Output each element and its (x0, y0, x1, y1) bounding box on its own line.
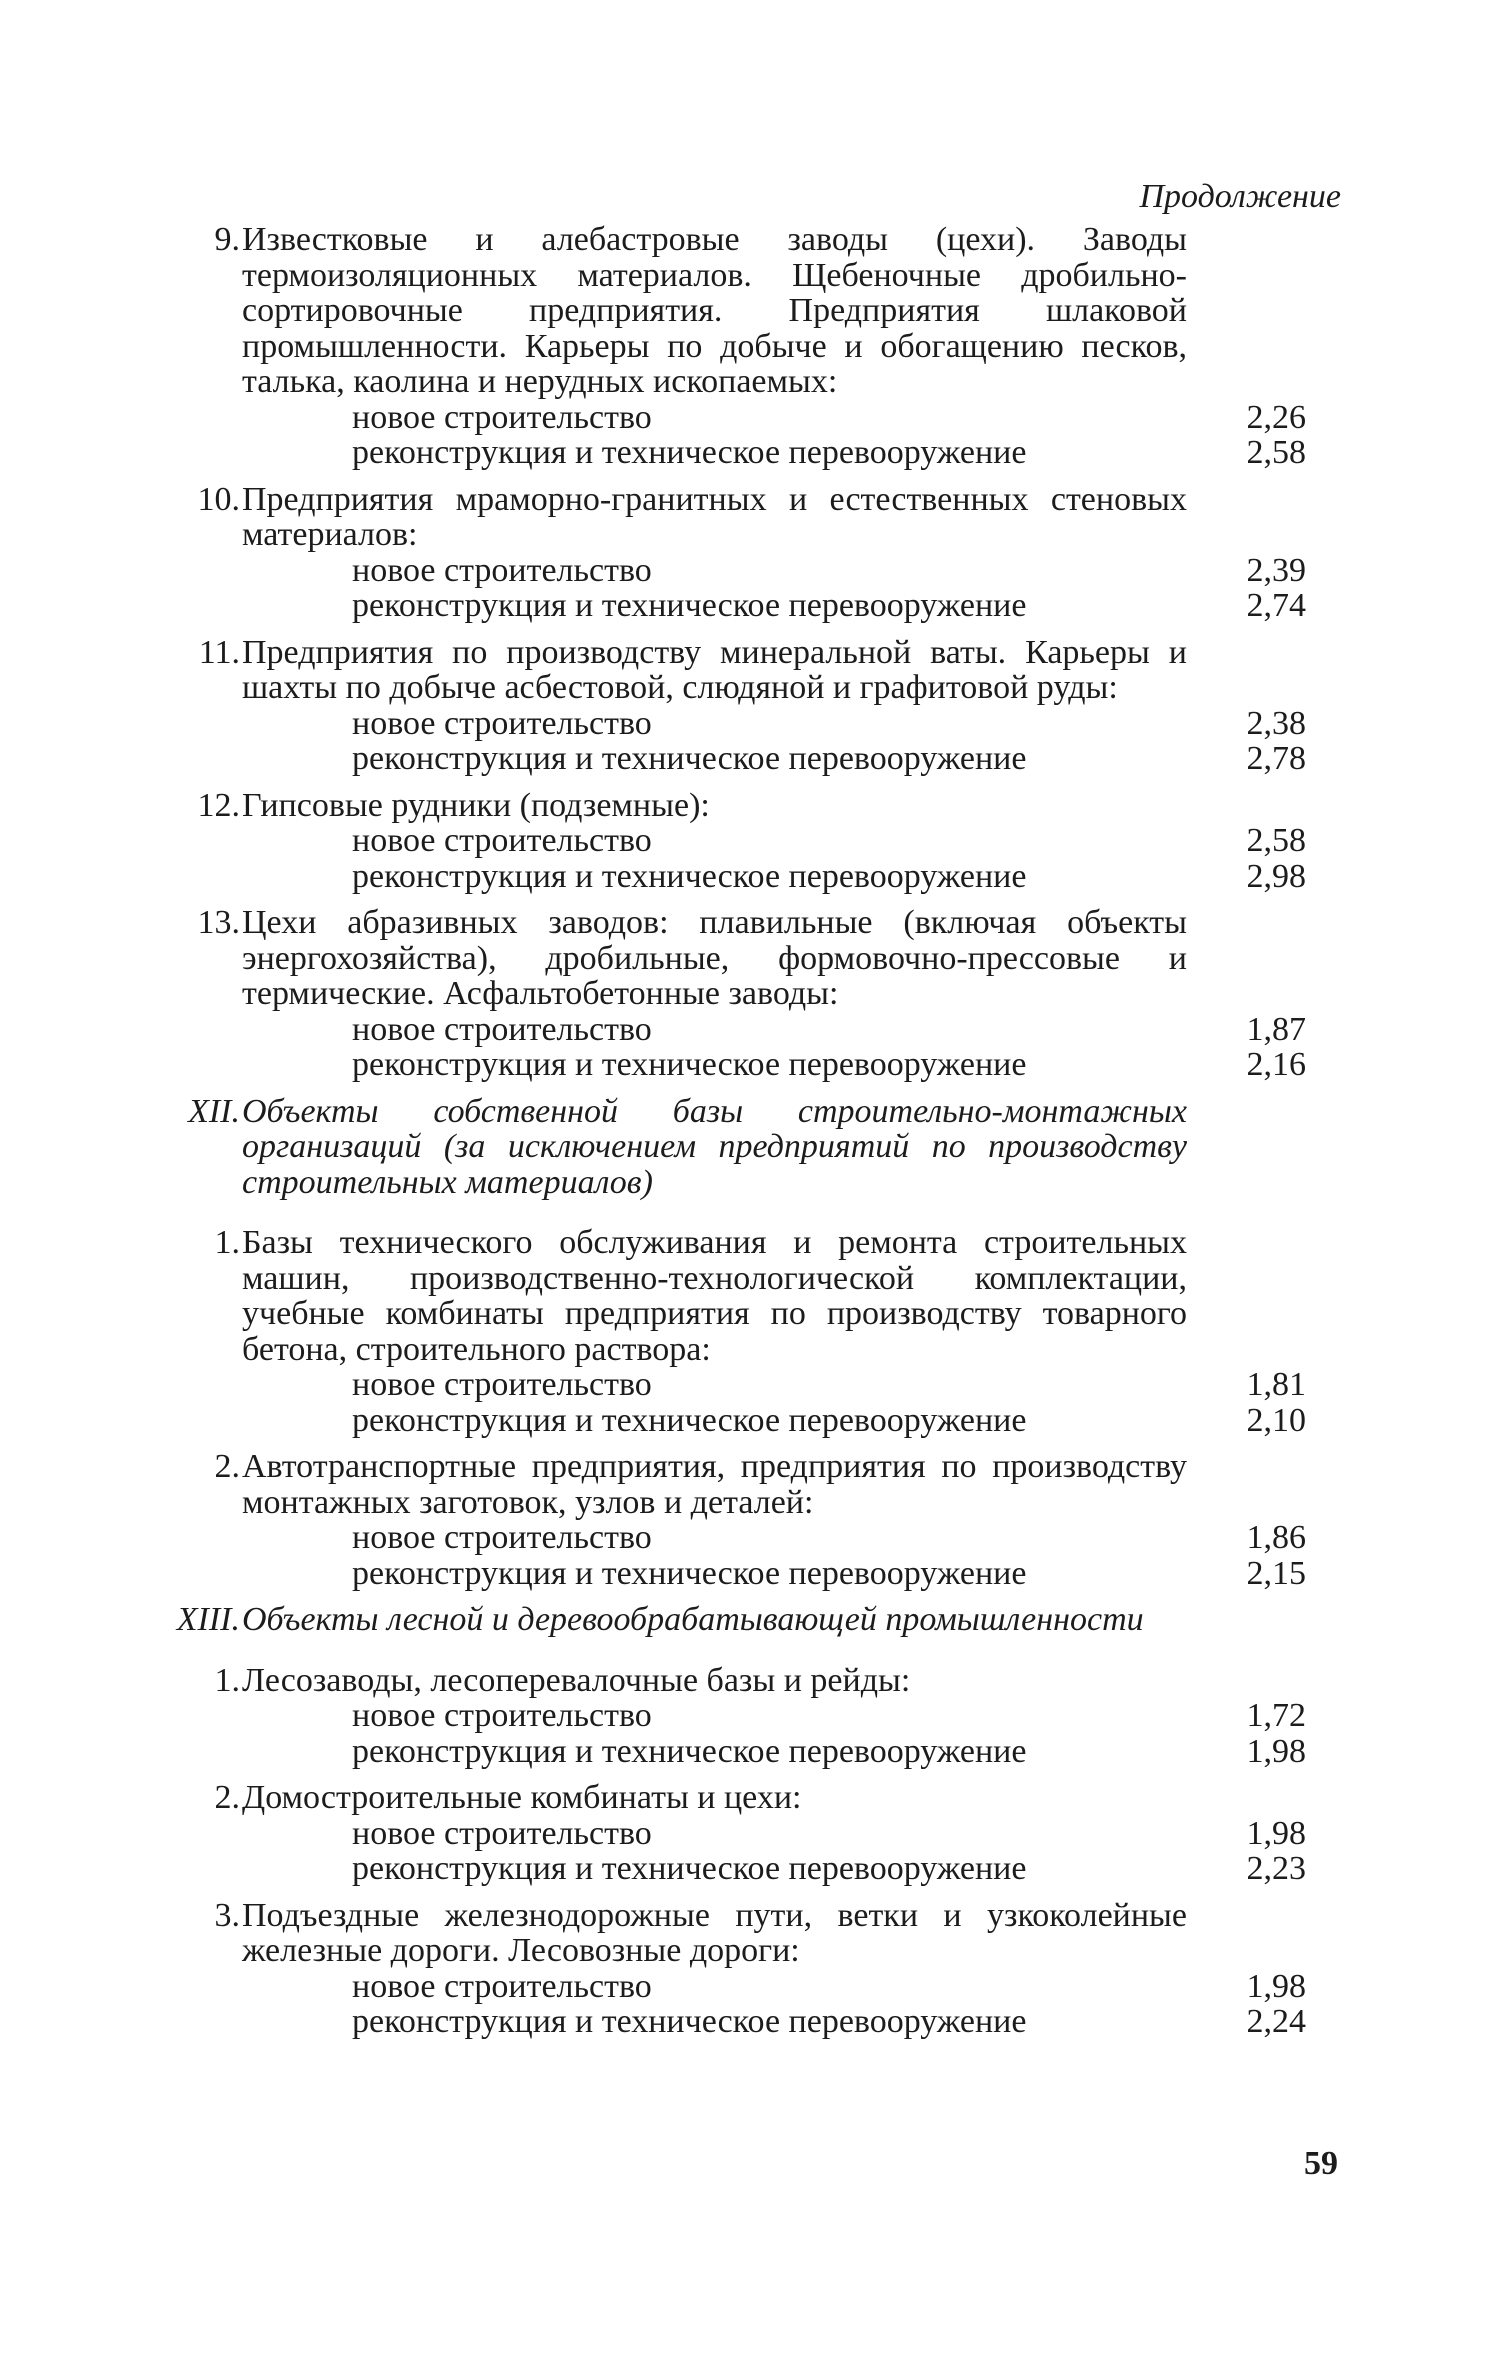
coefficient-row (242, 1367, 1306, 1403)
coefficient-row (242, 859, 1306, 895)
item-number: 10. (197, 480, 240, 518)
row-label: реконструкция и техническое перевооружение (352, 1554, 1027, 1592)
list-item (176, 482, 1306, 624)
list-item (176, 1898, 1306, 2040)
item-description: Базы технического обслуживания и ремонта строительных машин, производственно-технологической комплектации, учебные комбинаты предприятия по производству товарного бетона, строительного раствора: (242, 1224, 1187, 1368)
item-description: Предприятия по производству минеральной ваты. Карьеры и шахты по добыче асбестовой, слюдяной и графитовой руды: (242, 633, 1187, 706)
row-value: 2,10 (1246, 1401, 1306, 1439)
list-item (176, 788, 1306, 895)
page-number: 59 (1304, 2145, 1338, 2182)
coefficient-row (242, 435, 1306, 471)
item-number: 1. (214, 1224, 240, 1261)
coefficient-row (242, 1969, 1306, 2005)
coefficient-row (242, 823, 1306, 859)
row-label: реконструкция и техническое перевооружение (352, 434, 1027, 471)
item-description: Предприятия мраморно-гранитных и естественных стеновых материалов: (242, 480, 1187, 553)
list-item (176, 222, 1306, 471)
row-label: новое строительство (352, 551, 652, 589)
coefficient-row (242, 1403, 1306, 1439)
coefficient-row (242, 1012, 1306, 1048)
row-label: новое строительство (352, 704, 652, 742)
row-label: реконструкция и техническое перевооружение (352, 1401, 1027, 1439)
list-item (176, 1449, 1306, 1591)
item-number: 3. (214, 1896, 240, 1934)
item-number: 2. (214, 1779, 240, 1816)
section-heading (176, 1602, 1306, 1652)
row-label: новое строительство (352, 1814, 652, 1852)
item-description: Известковые и алебастровые заводы (цехи). Заводы термоизоляционных материалов. Щебеночные дробильно-сортировочные предприятия. Предприятия шлаковой промышленности. Карьеры по добыче и обогащению песков, талька, каолина и нерудных ископаемых: (242, 221, 1187, 400)
item-number: XIII. (176, 1601, 240, 1638)
row-label: реконструкция и техническое перевооружение (352, 1046, 1027, 1083)
coefficient-row (242, 706, 1306, 742)
coefficient-row (242, 1556, 1306, 1592)
row-label: реконструкция и техническое перевооружение (352, 1732, 1027, 1770)
row-value: 2,23 (1246, 1850, 1306, 1887)
coefficient-row (242, 588, 1306, 624)
item-description: Домостроительные комбинаты и цехи: (242, 1779, 802, 1816)
row-label: новое строительство (352, 1366, 652, 1403)
section-title: Объекты собственной базы строительно-монтажных организаций (за исключением предприятий по производству строительных материалов) (242, 1092, 1187, 1201)
row-value: 1,98 (1246, 1732, 1306, 1770)
row-value: 1,72 (1246, 1697, 1306, 1734)
coefficient-row (242, 1047, 1306, 1083)
row-value: 2,39 (1246, 551, 1306, 589)
row-value: 1,81 (1246, 1366, 1306, 1403)
item-description: Автотранспортные предприятия, предприятия по производству монтажных заготовок, узлов и деталей: (242, 1448, 1187, 1521)
coefficient-row (242, 1816, 1306, 1852)
row-value: 2,38 (1246, 704, 1306, 742)
row-value: 1,86 (1246, 1519, 1306, 1556)
row-label: новое строительство (352, 1519, 652, 1556)
item-number: 13. (197, 904, 240, 941)
item-number: XII. (188, 1092, 240, 1130)
row-value: 2,58 (1246, 434, 1306, 471)
item-description: Подъездные железнодорожные пути, ветки и узкоколейные железные дороги. Лесовозные дороги: (242, 1896, 1187, 1969)
coefficient-row (242, 1851, 1306, 1887)
row-label: реконструкция и техническое перевооружение (352, 1850, 1027, 1887)
row-label: реконструкция и техническое перевооружение (352, 2003, 1027, 2040)
row-value: 1,98 (1246, 1814, 1306, 1852)
row-label: реконструкция и техническое перевооружение (352, 740, 1027, 777)
row-value: 1,98 (1246, 1967, 1306, 2005)
item-description: Цехи абразивных заводов: плавильные (включая объекты энергохозяйства), дробильные, формовочно-прессовые и термические. Асфальтобетонные заводы: (242, 904, 1187, 1012)
coefficient-row (242, 553, 1306, 589)
row-value: 2,74 (1246, 587, 1306, 624)
coefficient-row (242, 1734, 1306, 1770)
section-title: Объекты лесной и деревообрабатывающей промышленности (242, 1601, 1144, 1638)
row-label: реконструкция и техническое перевооружение (352, 857, 1027, 895)
row-value: 2,26 (1246, 398, 1306, 436)
item-description: Лесозаводы, лесоперевалочные базы и рейды: (242, 1661, 911, 1699)
row-value: 2,16 (1246, 1046, 1306, 1083)
coefficient-row (242, 1698, 1306, 1734)
row-value: 2,58 (1246, 822, 1306, 859)
list-item (176, 1663, 1306, 1770)
row-value: 2,15 (1246, 1554, 1306, 1592)
section-heading (176, 1094, 1306, 1215)
list-item (176, 905, 1306, 1083)
item-number: 9. (214, 221, 240, 258)
entries-list (176, 222, 1306, 2051)
item-description: Гипсовые рудники (подземные): (242, 786, 710, 824)
coefficient-row (242, 2004, 1306, 2040)
row-value: 2,98 (1246, 857, 1306, 895)
row-label: новое строительство (352, 1967, 652, 2005)
row-value: 2,78 (1246, 740, 1306, 777)
item-number: 11. (198, 633, 240, 671)
row-label: реконструкция и техническое перевооружение (352, 587, 1027, 624)
item-number: 12. (197, 786, 240, 824)
list-item (176, 1780, 1306, 1887)
item-number: 2. (214, 1448, 240, 1485)
continued-label: Продолжение (1139, 178, 1341, 215)
coefficient-row (242, 1520, 1306, 1556)
row-value: 1,87 (1246, 1010, 1306, 1048)
row-label: новое строительство (352, 1697, 652, 1734)
coefficient-row (242, 741, 1306, 777)
list-item (176, 1225, 1306, 1438)
list-item (176, 635, 1306, 777)
row-label: новое строительство (352, 398, 652, 436)
row-value: 2,24 (1246, 2003, 1306, 2040)
row-label: новое строительство (352, 1010, 652, 1048)
coefficient-row (242, 400, 1306, 436)
item-number: 1. (214, 1661, 240, 1699)
row-label: новое строительство (352, 822, 652, 859)
